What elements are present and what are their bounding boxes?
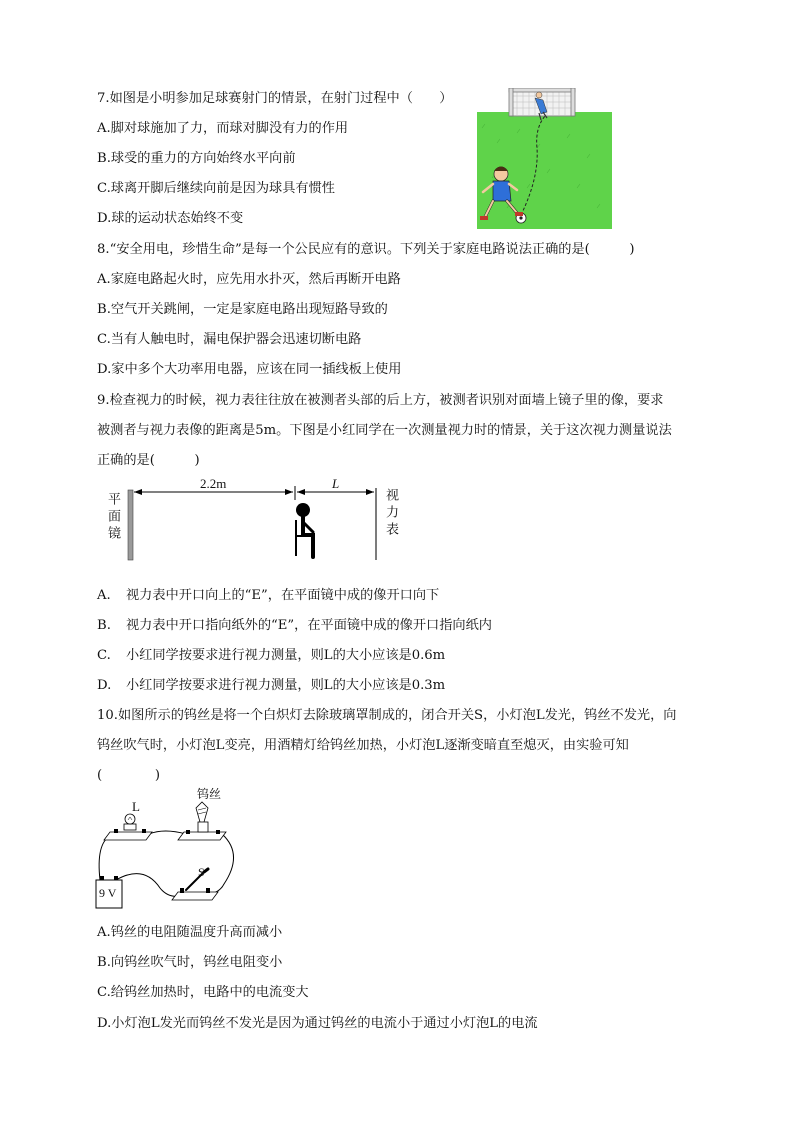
distance-label-l: L (332, 476, 340, 491)
q10-stem-line-2: 钨丝吹气时，小灯泡L变亮，用酒精灯给钨丝加热，小灯泡L逐渐变暗直至熄灭，由实验可知 (97, 738, 629, 753)
q9-option-d: 小红同学按要求进行视力测量，则L的大小应该是0.3m (126, 678, 446, 693)
q7-stem: 7.如图是小明参加足球赛射门的情景，在射门过程中（ ） (97, 91, 453, 106)
switch-icon (172, 869, 218, 900)
q9-option-c: 小红同学按要求进行视力测量，则L的大小应该是0.6m (126, 648, 446, 663)
q7-option-c: C.球离开脚后继续向前是因为球具有惯性 (97, 181, 335, 196)
eye-test-figure (100, 476, 410, 566)
q10-stem-line-1: 10.如图所示的钨丝是将一个白炽灯去除玻璃罩制成的，闭合开关S，小灯泡L发光，钨丝不发光，向 (97, 708, 677, 723)
q10-option-b: B.向钨丝吹气时，钨丝电阻变小 (97, 955, 283, 970)
q9-option-b-letter: B. (97, 618, 111, 633)
soccer-figure (477, 88, 612, 229)
q9-option-a: 视力表中开口向上的“E”，在平面镜中成的像开口向下 (126, 588, 440, 603)
q8-stem: 8.“安全用电，珍惜生命”是每一个公民应有的意识。下列关于家庭电路说法正确的是( ) (97, 242, 635, 257)
q10-option-a: A.钨丝的电阻随温度升高而减小 (97, 925, 283, 940)
q9-stem-line-2: 被测者与视力表像的距离是5m。下图是小红同学在一次测量视力时的情景，关于这次视力测量说法 (97, 423, 672, 438)
q8-option-a: A.家庭电路起火时，应先用水扑灭，然后再断开电路 (97, 272, 401, 287)
lamp-label: L (132, 799, 140, 814)
circuit-figure (94, 784, 244, 910)
tungsten-wire-icon (178, 802, 226, 840)
q8-option-b: B.空气开关跳闸，一定是家庭电路出现短路导致的 (97, 302, 388, 317)
q10-stem-line-3: ( ) (97, 768, 161, 783)
tungsten-wire-label: 钨丝 (197, 787, 222, 801)
lamp-icon (104, 814, 152, 840)
q9-stem-line-3: 正确的是( ) (97, 453, 200, 468)
q7-option-a: A.脚对球施加了力，而球对脚没有力的作用 (97, 121, 349, 136)
q9-stem-line-1: 9.检查视力的时候，视力表往往放在被测者头部的后上方，被测者识别对面墙上镜子里的像，要求 (97, 393, 664, 408)
q10-option-d: D.小灯泡L发光而钨丝不发光是因为通过钨丝的电流小于通过小灯泡L的电流 (97, 1016, 538, 1031)
q8-option-c: C.当有人触电时，漏电保护器会迅速切断电路 (97, 332, 362, 347)
eye-chart-label: 视力表 (383, 488, 398, 539)
q8-option-d: D.家中多个大功率用电器，应该在同一插线板上使用 (97, 362, 402, 377)
q9-option-d-letter: D. (97, 678, 112, 693)
seated-person-icon (296, 503, 314, 557)
q7-option-b: B.球受的重力的方向始终水平向前 (97, 151, 296, 166)
q7-option-d: D.球的运动状态始终不变 (97, 211, 244, 226)
mirror-label: 平面镜 (105, 492, 120, 543)
q10-option-c: C.给钨丝加热时，电路中的电流变大 (97, 985, 309, 1000)
battery-label: 9 V (99, 886, 117, 900)
switch-label: S (198, 865, 205, 879)
mirror-icon (128, 490, 133, 560)
q9-option-a-letter: A. (97, 588, 111, 603)
q9-option-b: 视力表中开口指向纸外的“E”，在平面镜中成的像开口指向纸内 (126, 618, 492, 633)
q9-option-c-letter: C. (97, 648, 111, 663)
distance-label-2-2m: 2.2m (200, 476, 227, 491)
